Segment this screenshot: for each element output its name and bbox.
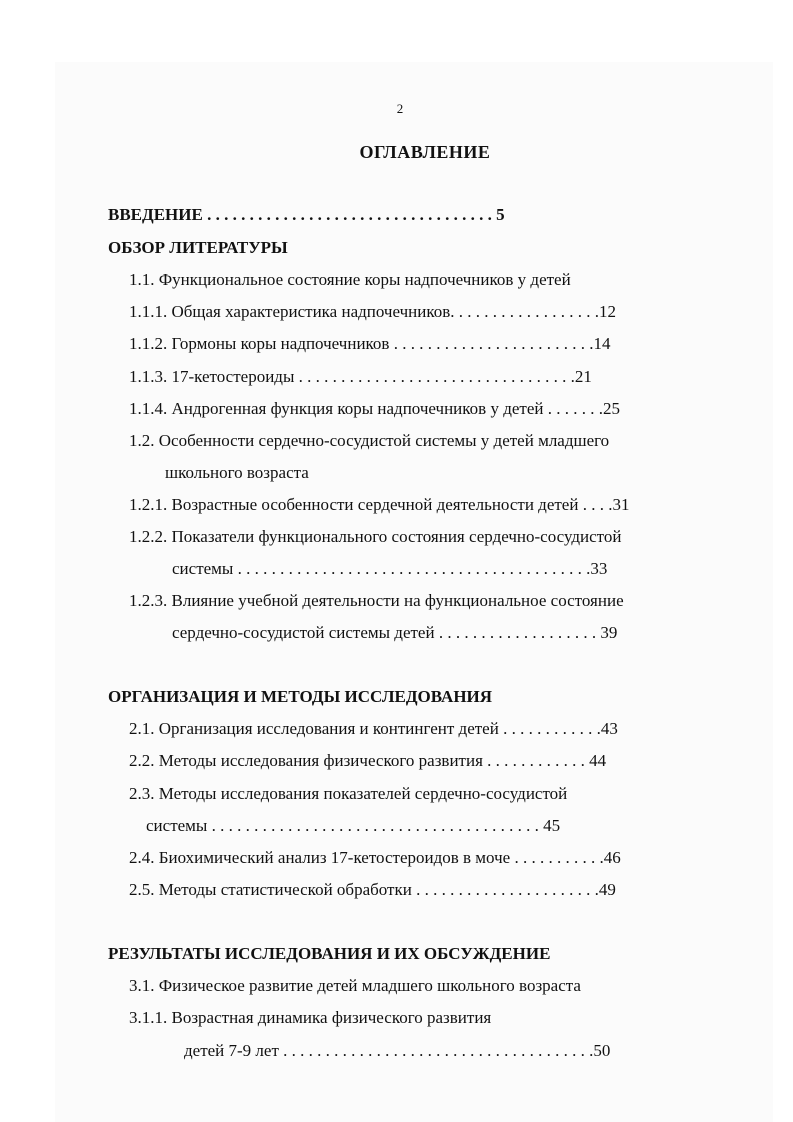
toc-1-2-line2: школьного возраста [165,463,309,482]
toc-3-1: 3.1. Физическое развитие детей младшего школьного возраста [129,976,581,995]
toc-2-4: 2.4. Биохимический анализ 17-кетостероидов в моче . . . . . . . . . . .46 [129,848,621,867]
toc-1-2-3-line2: сердечно-сосудистой системы детей . . . . . . . . . . . . . . . . . . . 39 [172,623,618,642]
toc-methods: ОРГАНИЗАЦИЯ И МЕТОДЫ ИССЛЕДОВАНИЯ [108,687,493,706]
toc-1-2-2-line2: системы . . . . . . . . . . . . . . . . . . . . . . . . . . . . . . . . . . . . . . . . . .33 [172,559,608,578]
toc-1-2-1: 1.2.1. Возрастные особенности сердечной деятельности детей . . . .31 [129,495,630,514]
toc-intro: ВВЕДЕНИЕ . . . . . . . . . . . . . . . . . . . . . . . . . . . . . . . . . . 5 [108,205,505,224]
page-title: ОГЛАВЛЕНИЕ [359,142,491,162]
toc-results: РЕЗУЛЬТАТЫ ИССЛЕДОВАНИЯ И ИХ ОБСУЖДЕНИЕ [108,944,551,963]
toc-2-3-line2: системы . . . . . . . . . . . . . . . . . . . . . . . . . . . . . . . . . . . . . . . 45 [146,816,561,835]
toc-2-3-line1: 2.3. Методы исследования показателей сердечно-сосудистой [129,784,568,803]
toc-1-2-2-line1: 1.2.2. Показатели функционального состояния сердечно-сосудистой [129,527,622,546]
toc-literature-review: ОБЗОР ЛИТЕРАТУРЫ [108,238,288,257]
toc-1-1: 1.1. Функциональное состояние коры надпочечников у детей [129,270,571,289]
toc-2-5: 2.5. Методы статистической обработки . . . . . . . . . . . . . . . . . . . . . .49 [129,880,616,899]
toc-1-1-2: 1.1.2. Гормоны коры надпочечников . . . . . . . . . . . . . . . . . . . . . . . .14 [129,334,611,353]
toc-1-2-3-line1: 1.2.3. Влияние учебной деятельности на функциональное состояние [129,591,624,610]
toc-1-1-1: 1.1.1. Общая характеристика надпочечников. . . . . . . . . . . . . . . . . .12 [129,302,617,321]
toc-3-1-1-line2: детей 7-9 лет . . . . . . . . . . . . . . . . . . . . . . . . . . . . . . . . . . . . .50 [184,1041,611,1060]
toc-1-1-3: 1.1.3. 17-кетостероиды . . . . . . . . . . . . . . . . . . . . . . . . . . . . . . . . .21 [129,367,592,386]
toc-2-1: 2.1. Организация исследования и контингент детей . . . . . . . . . . . .43 [129,719,618,738]
toc-2-2: 2.2. Методы исследования физического развития . . . . . . . . . . . . 44 [129,751,607,770]
page-number: 2 [396,101,404,116]
toc-3-1-1-line1: 3.1.1. Возрастная динамика физического развития [129,1008,492,1027]
toc-1-1-4: 1.1.4. Андрогенная функция коры надпочечников у детей . . . . . . .25 [129,399,620,418]
toc-1-2-line1: 1.2. Особенности сердечно-сосудистой системы у детей младшего [129,431,610,450]
